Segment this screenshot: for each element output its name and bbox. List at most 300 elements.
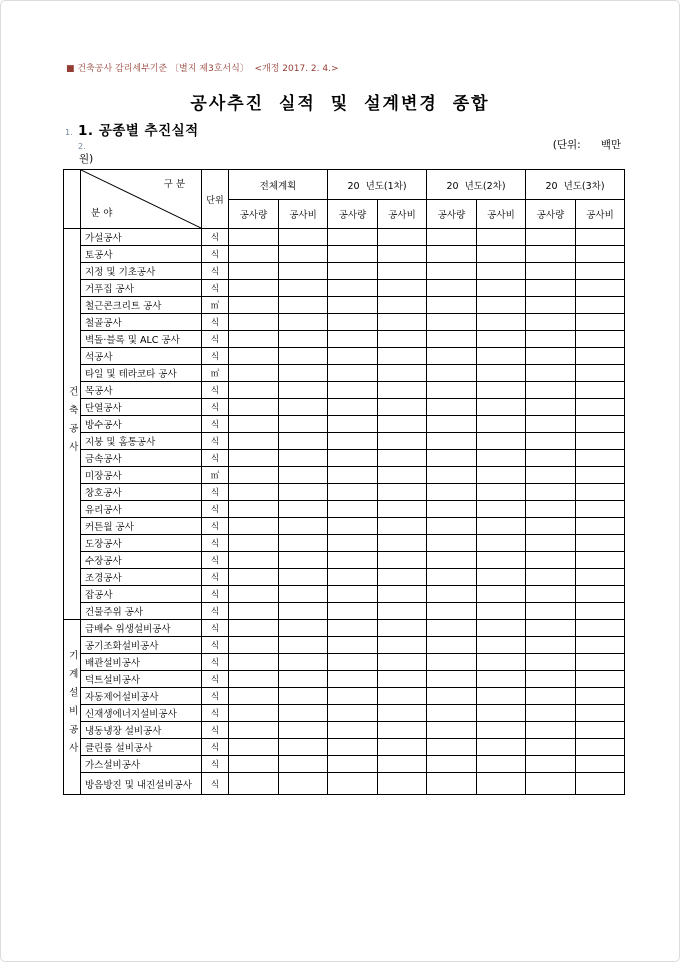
data-cell: [526, 688, 576, 705]
data-cell: [328, 654, 378, 671]
data-cell: [328, 365, 378, 382]
data-cell: [229, 739, 279, 756]
data-cell: [378, 433, 427, 450]
data-cell: [279, 416, 328, 433]
data-cell: [526, 280, 576, 297]
data-cell: [427, 246, 477, 263]
data-cell: [526, 229, 576, 246]
data-cell: [576, 620, 625, 637]
table-row: [64, 297, 625, 314]
data-cell: [576, 365, 625, 382]
data-cell: [526, 399, 576, 416]
table-row: [64, 263, 625, 280]
table-row: [64, 586, 625, 603]
subheader-quantity: 공사량: [526, 200, 576, 229]
field-name: 조경공사: [81, 569, 202, 586]
data-cell: [477, 484, 526, 501]
data-cell: [279, 331, 328, 348]
data-cell: [576, 450, 625, 467]
data-cell: [477, 365, 526, 382]
data-cell: [378, 501, 427, 518]
data-cell: [477, 756, 526, 773]
data-cell: [328, 246, 378, 263]
data-cell: [229, 246, 279, 263]
group-label-1: [64, 229, 81, 620]
table-row: [64, 603, 625, 620]
data-cell: [427, 314, 477, 331]
data-cell: [328, 280, 378, 297]
field-name: 수장공사: [81, 552, 202, 569]
data-cell: [279, 620, 328, 637]
data-cell: [526, 416, 576, 433]
unit-note-line2: 원): [79, 153, 94, 165]
data-cell: [229, 756, 279, 773]
data-cell: [378, 365, 427, 382]
field-name: 잡공사: [81, 586, 202, 603]
data-cell: [477, 586, 526, 603]
table-row: [64, 739, 625, 756]
unit-value: 식: [202, 739, 229, 756]
field-name: 냉동냉장 설비공사: [81, 722, 202, 739]
data-cell: [328, 348, 378, 365]
data-cell: [477, 518, 526, 535]
data-cell: [477, 535, 526, 552]
data-cell: [378, 280, 427, 297]
field-name: 미장공사: [81, 467, 202, 484]
data-cell: [576, 603, 625, 620]
unit-value: ㎡: [202, 365, 229, 382]
unit-value: 식: [202, 688, 229, 705]
data-cell: [526, 722, 576, 739]
data-cell: [576, 263, 625, 280]
data-cell: [526, 535, 576, 552]
data-cell: [279, 603, 328, 620]
data-cell: [576, 416, 625, 433]
data-cell: [328, 586, 378, 603]
data-cell: [328, 263, 378, 280]
unit-value: ㎥: [202, 297, 229, 314]
group-label-text: 기계설비공사: [66, 650, 78, 761]
data-cell: [427, 229, 477, 246]
data-cell: [427, 722, 477, 739]
header-year-2: 20 년도(2차): [427, 170, 526, 200]
unit-value: 식: [202, 263, 229, 280]
data-cell: [328, 229, 378, 246]
data-cell: [328, 450, 378, 467]
data-cell: [526, 654, 576, 671]
data-cell: [328, 671, 378, 688]
data-cell: [576, 756, 625, 773]
data-cell: [477, 280, 526, 297]
subheader-cost: 공사비: [477, 200, 526, 229]
data-cell: [378, 399, 427, 416]
data-cell: [526, 314, 576, 331]
data-cell: [526, 586, 576, 603]
table-row: [64, 433, 625, 450]
data-cell: [427, 365, 477, 382]
subheader-cost: 공사비: [279, 200, 328, 229]
data-cell: [526, 569, 576, 586]
data-cell: [477, 722, 526, 739]
data-cell: [427, 348, 477, 365]
data-cell: [229, 263, 279, 280]
data-cell: [229, 552, 279, 569]
data-cell: [378, 637, 427, 654]
unit-value: 식: [202, 603, 229, 620]
data-cell: [576, 671, 625, 688]
data-cell: [229, 467, 279, 484]
data-cell: [427, 637, 477, 654]
data-cell: [526, 518, 576, 535]
data-cell: [279, 314, 328, 331]
table-row: [64, 246, 625, 263]
table-row: [64, 671, 625, 688]
table-row: [64, 620, 625, 637]
data-cell: [576, 654, 625, 671]
data-cell: [229, 433, 279, 450]
data-cell: [328, 433, 378, 450]
data-cell: [328, 314, 378, 331]
list-marker-2: 2.: [78, 142, 86, 151]
table-row: [64, 365, 625, 382]
data-cell: [279, 501, 328, 518]
data-cell: [526, 263, 576, 280]
data-cell: [576, 314, 625, 331]
data-cell: [477, 654, 526, 671]
data-cell: [477, 314, 526, 331]
data-cell: [477, 620, 526, 637]
field-name: 타일 및 테라코타 공사: [81, 365, 202, 382]
data-cell: [328, 620, 378, 637]
data-cell: [229, 586, 279, 603]
data-cell: [279, 773, 328, 795]
table-row: [64, 399, 625, 416]
data-cell: [378, 416, 427, 433]
data-cell: [279, 467, 328, 484]
data-cell: [279, 348, 328, 365]
data-cell: [328, 705, 378, 722]
data-cell: [378, 331, 427, 348]
data-cell: [427, 399, 477, 416]
data-cell: [427, 756, 477, 773]
data-cell: [378, 756, 427, 773]
field-name: 배관설비공사: [81, 654, 202, 671]
field-name: 토공사: [81, 246, 202, 263]
data-cell: [477, 569, 526, 586]
field-name: 공기조화설비공사: [81, 637, 202, 654]
data-cell: [576, 331, 625, 348]
table-row: [64, 331, 625, 348]
data-cell: [229, 280, 279, 297]
field-name: 유리공사: [81, 501, 202, 518]
table-row: [64, 467, 625, 484]
data-cell: [427, 620, 477, 637]
data-cell: [328, 501, 378, 518]
field-name: 신재생에너지설비공사: [81, 705, 202, 722]
data-cell: [378, 484, 427, 501]
data-cell: [328, 518, 378, 535]
data-cell: [576, 297, 625, 314]
data-cell: [328, 569, 378, 586]
table-row: [64, 348, 625, 365]
unit-value: 식: [202, 450, 229, 467]
data-cell: [526, 484, 576, 501]
data-cell: [477, 416, 526, 433]
header-total-plan: 전체계획: [229, 170, 328, 200]
data-cell: [477, 603, 526, 620]
data-cell: [576, 246, 625, 263]
unit-value: 식: [202, 348, 229, 365]
data-cell: [378, 552, 427, 569]
data-cell: [576, 722, 625, 739]
unit-value: 식: [202, 501, 229, 518]
data-cell: [576, 586, 625, 603]
data-cell: [378, 705, 427, 722]
data-cell: [576, 552, 625, 569]
data-cell: [378, 671, 427, 688]
data-cell: [328, 535, 378, 552]
data-cell: [477, 450, 526, 467]
data-cell: [378, 450, 427, 467]
unit-value: 식: [202, 756, 229, 773]
data-cell: [229, 722, 279, 739]
data-cell: [229, 399, 279, 416]
data-cell: [526, 382, 576, 399]
unit-value: 식: [202, 620, 229, 637]
data-cell: [229, 314, 279, 331]
data-cell: [328, 552, 378, 569]
data-cell: [279, 433, 328, 450]
unit-value: 식: [202, 518, 229, 535]
data-cell: [378, 297, 427, 314]
unit-value: 식: [202, 552, 229, 569]
table-row: [64, 637, 625, 654]
data-cell: [576, 467, 625, 484]
field-name: 지붕 및 홈통공사: [81, 433, 202, 450]
data-cell: [427, 569, 477, 586]
data-cell: [229, 637, 279, 654]
data-cell: [378, 603, 427, 620]
data-cell: [526, 603, 576, 620]
data-cell: [378, 688, 427, 705]
data-cell: [477, 297, 526, 314]
data-cell: [526, 773, 576, 795]
table-row: [64, 501, 625, 518]
data-cell: [427, 688, 477, 705]
table-row: [64, 773, 625, 795]
data-cell: [526, 756, 576, 773]
field-name: 자동제어설비공사: [81, 688, 202, 705]
table-row: [64, 229, 625, 246]
field-name: 창호공사: [81, 484, 202, 501]
data-cell: [477, 382, 526, 399]
header-year-1: 20 년도(1차): [328, 170, 427, 200]
data-cell: [229, 569, 279, 586]
unit-value: 식: [202, 314, 229, 331]
data-cell: [576, 637, 625, 654]
data-cell: [427, 433, 477, 450]
unit-value: 식: [202, 637, 229, 654]
header-discipline: [64, 170, 81, 229]
section-title: 1. 공종별 추진실적: [78, 123, 199, 139]
data-cell: [576, 399, 625, 416]
data-cell: [477, 433, 526, 450]
data-cell: [477, 705, 526, 722]
data-cell: [576, 518, 625, 535]
data-cell: [427, 739, 477, 756]
data-cell: [477, 688, 526, 705]
form-reference-note: ■ 건축공사 감리세부기준 〔별지 제3호서식〕 <개정 2017. 2. 4.>: [66, 64, 339, 74]
data-cell: [328, 688, 378, 705]
data-cell: [328, 399, 378, 416]
data-cell: [328, 416, 378, 433]
unit-value: 식: [202, 433, 229, 450]
table-row: [64, 535, 625, 552]
data-cell: [576, 382, 625, 399]
data-cell: [477, 552, 526, 569]
data-cell: [526, 433, 576, 450]
data-cell: [229, 365, 279, 382]
data-cell: [279, 671, 328, 688]
data-cell: [279, 637, 328, 654]
data-cell: [229, 603, 279, 620]
progress-table: [63, 169, 625, 795]
data-cell: [328, 331, 378, 348]
list-marker-1: 1.: [65, 128, 73, 137]
data-cell: [526, 501, 576, 518]
field-name: 방음방진 및 내진설비공사: [81, 773, 202, 795]
data-cell: [279, 263, 328, 280]
unit-value: 식: [202, 416, 229, 433]
data-cell: [378, 229, 427, 246]
data-cell: [576, 280, 625, 297]
unit-value: 식: [202, 671, 229, 688]
table-row: [64, 552, 625, 569]
data-cell: [427, 416, 477, 433]
data-cell: [279, 552, 328, 569]
unit-value: 식: [202, 399, 229, 416]
data-cell: [229, 382, 279, 399]
data-cell: [526, 450, 576, 467]
field-name: 지정 및 기초공사: [81, 263, 202, 280]
data-cell: [427, 586, 477, 603]
data-cell: [526, 331, 576, 348]
data-cell: [477, 246, 526, 263]
data-cell: [427, 603, 477, 620]
data-cell: [526, 246, 576, 263]
data-cell: [576, 739, 625, 756]
data-cell: [427, 450, 477, 467]
unit-note-line1: (단위: 백만: [552, 139, 621, 151]
data-cell: [229, 450, 279, 467]
field-name: 덕트설비공사: [81, 671, 202, 688]
data-cell: [229, 705, 279, 722]
unit-value: 식: [202, 654, 229, 671]
table-row: [64, 450, 625, 467]
field-name: 가설공사: [81, 229, 202, 246]
data-cell: [378, 569, 427, 586]
data-cell: [378, 654, 427, 671]
data-cell: [427, 484, 477, 501]
data-cell: [229, 484, 279, 501]
field-name: 건물주위 공사: [81, 603, 202, 620]
data-cell: [279, 450, 328, 467]
data-cell: [526, 348, 576, 365]
header-year-3: 20 년도(3차): [526, 170, 625, 200]
table-row: [64, 722, 625, 739]
data-cell: [279, 246, 328, 263]
data-cell: [427, 467, 477, 484]
header-gubun-label: 구 분: [163, 179, 185, 190]
unit-value: 식: [202, 569, 229, 586]
data-cell: [477, 399, 526, 416]
group-label-2: [64, 620, 81, 795]
data-cell: [328, 722, 378, 739]
data-cell: [477, 773, 526, 795]
data-cell: [576, 229, 625, 246]
data-cell: [279, 518, 328, 535]
data-cell: [279, 399, 328, 416]
table-row: [64, 705, 625, 722]
data-cell: [279, 382, 328, 399]
data-cell: [279, 280, 328, 297]
field-name: 석공사: [81, 348, 202, 365]
unit-value: 식: [202, 229, 229, 246]
data-cell: [229, 535, 279, 552]
subheader-cost: 공사비: [378, 200, 427, 229]
field-name: 철골공사: [81, 314, 202, 331]
field-name: 도장공사: [81, 535, 202, 552]
data-cell: [526, 552, 576, 569]
data-cell: [279, 569, 328, 586]
table-row: [64, 756, 625, 773]
unit-value: 식: [202, 246, 229, 263]
data-cell: [427, 331, 477, 348]
table-row: [64, 484, 625, 501]
data-cell: [279, 535, 328, 552]
data-cell: [427, 263, 477, 280]
data-cell: [576, 688, 625, 705]
data-cell: [378, 773, 427, 795]
unit-value: 식: [202, 586, 229, 603]
header-bunya-label: 분 야: [91, 208, 113, 219]
data-cell: [229, 518, 279, 535]
data-cell: [477, 348, 526, 365]
data-cell: [328, 603, 378, 620]
data-cell: [576, 535, 625, 552]
data-cell: [526, 739, 576, 756]
data-cell: [328, 467, 378, 484]
data-cell: [378, 348, 427, 365]
data-cell: [378, 586, 427, 603]
data-cell: [378, 739, 427, 756]
table-row: [64, 416, 625, 433]
data-cell: [279, 586, 328, 603]
data-cell: [427, 671, 477, 688]
data-cell: [576, 348, 625, 365]
data-cell: [526, 637, 576, 654]
data-cell: [229, 229, 279, 246]
subheader-cost: 공사비: [576, 200, 625, 229]
data-cell: [378, 382, 427, 399]
field-name: 가스설비공사: [81, 756, 202, 773]
data-cell: [477, 263, 526, 280]
data-cell: [229, 773, 279, 795]
data-cell: [279, 297, 328, 314]
data-cell: [378, 246, 427, 263]
data-cell: [328, 637, 378, 654]
field-name: 단열공사: [81, 399, 202, 416]
